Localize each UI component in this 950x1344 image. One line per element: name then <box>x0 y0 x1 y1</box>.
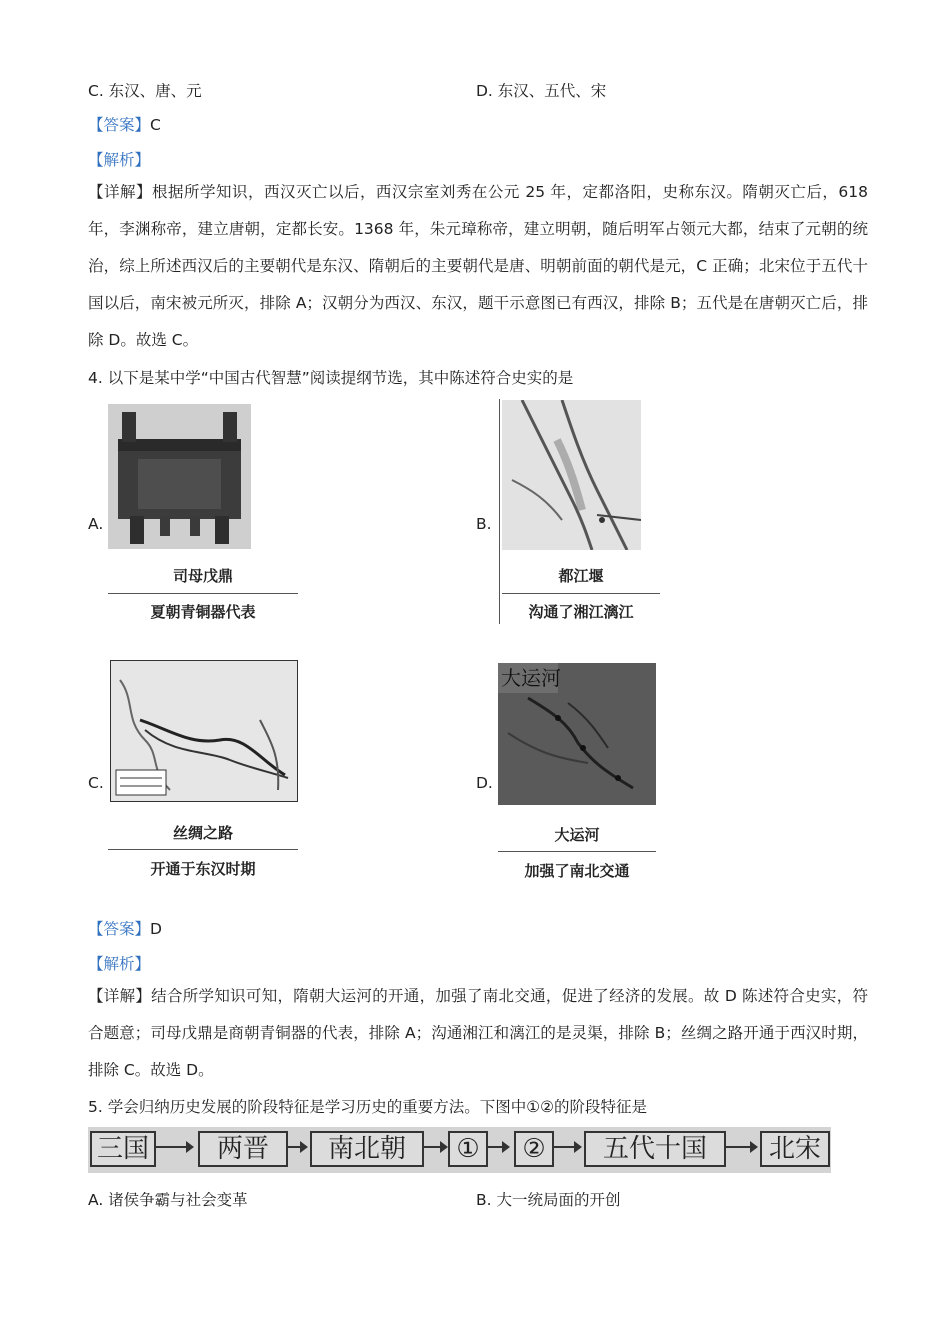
q3-detail: 【详解】根据所学知识，西汉灭亡以后，西汉宗室刘秀在公元 25 年，定都洛阳，史称东汉。隋朝灭亡后，618 年，李渊称帝，建立唐朝，定都长安。1368 年，朱元璋称帝，建立明朝，随后明军占领元大都，结束了元朝的统治，综上所述西汉后的主要朝代是东汉、隋朝后的主要朝代是唐、明朝前面的朝代是元，C 正确；北宋位于五代十国以后，南宋被元所灭，排除 A；汉朝分为西汉、东汉，题干示意图已有西汉，排除 B；五代是在唐朝灭亡后，排除 D。故选 C。 <box>88 183 868 349</box>
arrow-head <box>750 1141 758 1153</box>
q4-option-d-title: 大运河 <box>554 826 600 844</box>
q5-option-b: B. 大一统局面的开创 <box>476 1191 621 1209</box>
q4-option-c-title: 丝绸之路 <box>172 824 233 842</box>
q3-answer <box>88 114 161 136</box>
answer-value: D <box>150 920 162 938</box>
q4-detail: 【详解】结合所学知识可知，隋朝大运河的开通，加强了南北交通，促进了经济的发展。故 D 陈述符合史实，符合题意；司母戊鼎是商朝青铜器的代表，排除 A；沟通湘江和漓江的是灵渠，排除 B；丝绸之路开通于西汉时期，排除 C。故选 D。 <box>88 987 868 1079</box>
arrow-head <box>186 1141 194 1153</box>
q3-option-d: D. 东汉、五代、宋 <box>476 82 607 100</box>
arrow-head <box>574 1141 582 1153</box>
chain-item: ② <box>514 1131 554 1167</box>
ding-photo <box>108 404 251 549</box>
arrow-head <box>300 1141 308 1153</box>
caption-divider <box>108 593 298 594</box>
arrow <box>554 1146 574 1148</box>
caption-divider <box>108 849 298 850</box>
arrow-head <box>502 1141 510 1153</box>
q4-option-a-letter: A. <box>88 515 104 533</box>
q4-option-a-title: 司母戊鼎 <box>172 567 233 585</box>
arrow <box>288 1146 300 1148</box>
q3-analysis-tag: 【解析】 <box>88 151 151 169</box>
answer-value: C <box>150 116 161 134</box>
q4-option-c-desc: 开通于东汉时期 <box>150 860 256 878</box>
caption-divider <box>498 851 656 852</box>
q5-option-a: A. 诸侯争霸与社会变革 <box>88 1191 248 1209</box>
q3-option-c: C. 东汉、唐、元 <box>88 82 202 100</box>
arrow <box>156 1146 186 1148</box>
q4-option-b-letter: B. <box>476 515 492 533</box>
q4-analysis-tag: 【解析】 <box>88 955 151 973</box>
q4-option-d-desc: 加强了南北交通 <box>524 862 630 880</box>
q4-option-b-desc: 沟通了湘江漓江 <box>528 603 634 621</box>
chain-item: 三国 <box>90 1131 156 1167</box>
answer-tag: 【答案】 <box>88 920 151 938</box>
arrow <box>424 1146 440 1148</box>
map-label: 大运河 <box>501 666 561 690</box>
q4-option-c-letter: C. <box>88 774 104 792</box>
q4-option-b-title: 都江堰 <box>558 567 604 585</box>
arrow <box>488 1146 502 1148</box>
caption-divider <box>502 593 660 594</box>
silk-road-map <box>110 660 298 802</box>
q4-answer <box>88 918 162 940</box>
dujiangyan-map <box>502 400 641 550</box>
chain-item: 北宋 <box>760 1131 830 1167</box>
arrow-head <box>440 1141 448 1153</box>
chain-item: ① <box>448 1131 488 1167</box>
chain-item: 五代十国 <box>584 1131 726 1167</box>
chain-item: 南北朝 <box>310 1131 424 1167</box>
chain-item: 两晋 <box>198 1131 288 1167</box>
answer-tag: 【答案】 <box>88 116 151 134</box>
q4-option-a-desc: 夏朝青铜器代表 <box>150 603 256 621</box>
arrow <box>726 1146 750 1148</box>
q4-option-d-letter: D. <box>476 774 493 792</box>
q4-stem: 4. 以下是某中学“中国古代智慧”阅读提纲节选，其中陈述符合史实的是 <box>88 369 574 387</box>
q5-stem: 5. 学会归纳历史发展的阶段特征是学习历史的重要方法。下图中①②的阶段特征是 <box>88 1098 648 1116</box>
grand-canal-map <box>498 663 656 805</box>
dynasty-chain <box>88 1127 831 1173</box>
caption-vertical-rule <box>499 399 500 624</box>
